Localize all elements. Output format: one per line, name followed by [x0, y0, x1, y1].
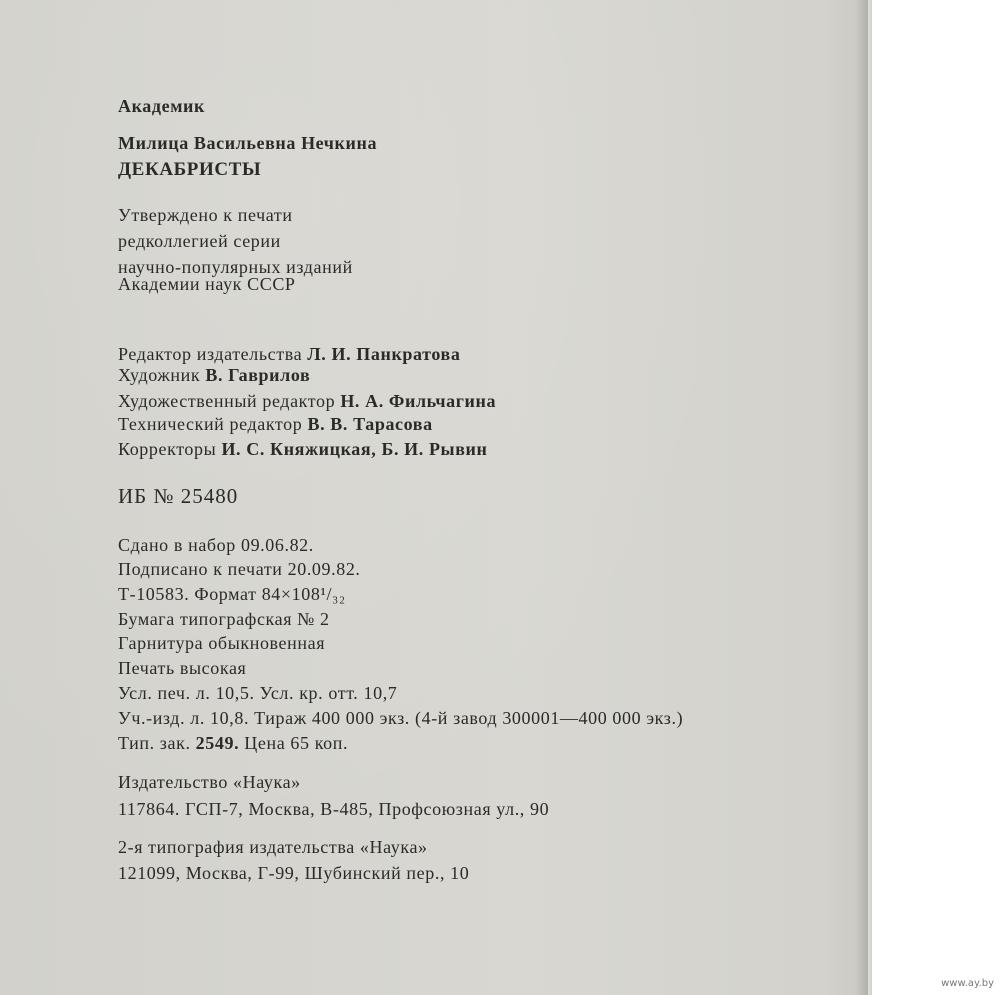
approval-line: Академии наук СССР: [118, 274, 296, 294]
staff-role: Технический редактор: [118, 414, 303, 434]
staff-name: Л. И. Панкратова: [307, 344, 461, 364]
order-number: 2549.: [195, 733, 240, 753]
book-title: ДЕКАБРИСТЫ: [118, 159, 262, 180]
staff-line: [118, 392, 496, 410]
staff-name: В. В. Тарасова: [307, 414, 433, 434]
staff-name: Н. А. Фильчагина: [340, 391, 497, 411]
print-detail: Бумага типографская № 2: [118, 609, 330, 629]
ib-number: ИБ № 25480: [118, 484, 239, 508]
approval-line: научно-популярных изданий: [118, 257, 353, 277]
site-watermark: www.ay.by: [941, 978, 994, 989]
approval-line: Утверждено к печати: [118, 205, 293, 225]
printer-line: 121099, Москва, Г-99, Шубинский пер., 10: [118, 863, 470, 883]
staff-line: [118, 415, 433, 433]
order-prefix: Тип. зак.: [118, 733, 191, 753]
print-detail: Уч.-изд. л. 10,8. Тираж 400 000 экз. (4-й завод 300001—400 000 экз.): [118, 708, 684, 728]
print-detail: Усл. печ. л. 10,5. Усл. кр. отт. 10,7: [118, 683, 398, 703]
staff-role: Художник: [118, 365, 201, 385]
staff-role: Художественный редактор: [118, 391, 336, 411]
print-detail: Печать высокая: [118, 658, 247, 678]
staff-line: [118, 345, 460, 363]
print-detail: Гарнитура обыкновенная: [118, 633, 326, 653]
author-rank: Академик: [118, 96, 205, 116]
page-edge-shadow: [856, 0, 872, 995]
publisher-line: 117864. ГСП-7, Москва, В-485, Профсоюзная ул., 90: [118, 799, 550, 819]
staff-name: В. Гаврилов: [205, 365, 311, 385]
print-detail: Сдано в набор 09.06.82.: [118, 535, 314, 555]
print-detail: Т-10583. Формат 84×108¹/₃₂: [118, 584, 346, 604]
staff-role: Корректоры: [118, 439, 217, 459]
printer-line: 2-я типография издательства «Наука»: [118, 837, 428, 857]
staff-line: [118, 440, 487, 458]
publisher-line: Издательство «Наука»: [118, 772, 301, 792]
staff-name: И. С. Княжицкая, Б. И. Рывин: [221, 439, 488, 459]
author-name: Милица Васильевна Нечкина: [118, 133, 378, 153]
approval-line: редколлегией серии: [118, 231, 281, 251]
staff-line: [118, 366, 310, 384]
price: Цена 65 коп.: [244, 733, 349, 753]
print-detail: Подписано к печати 20.09.82.: [118, 559, 361, 579]
order-line: [118, 734, 348, 752]
staff-role: Редактор издательства: [118, 344, 303, 364]
